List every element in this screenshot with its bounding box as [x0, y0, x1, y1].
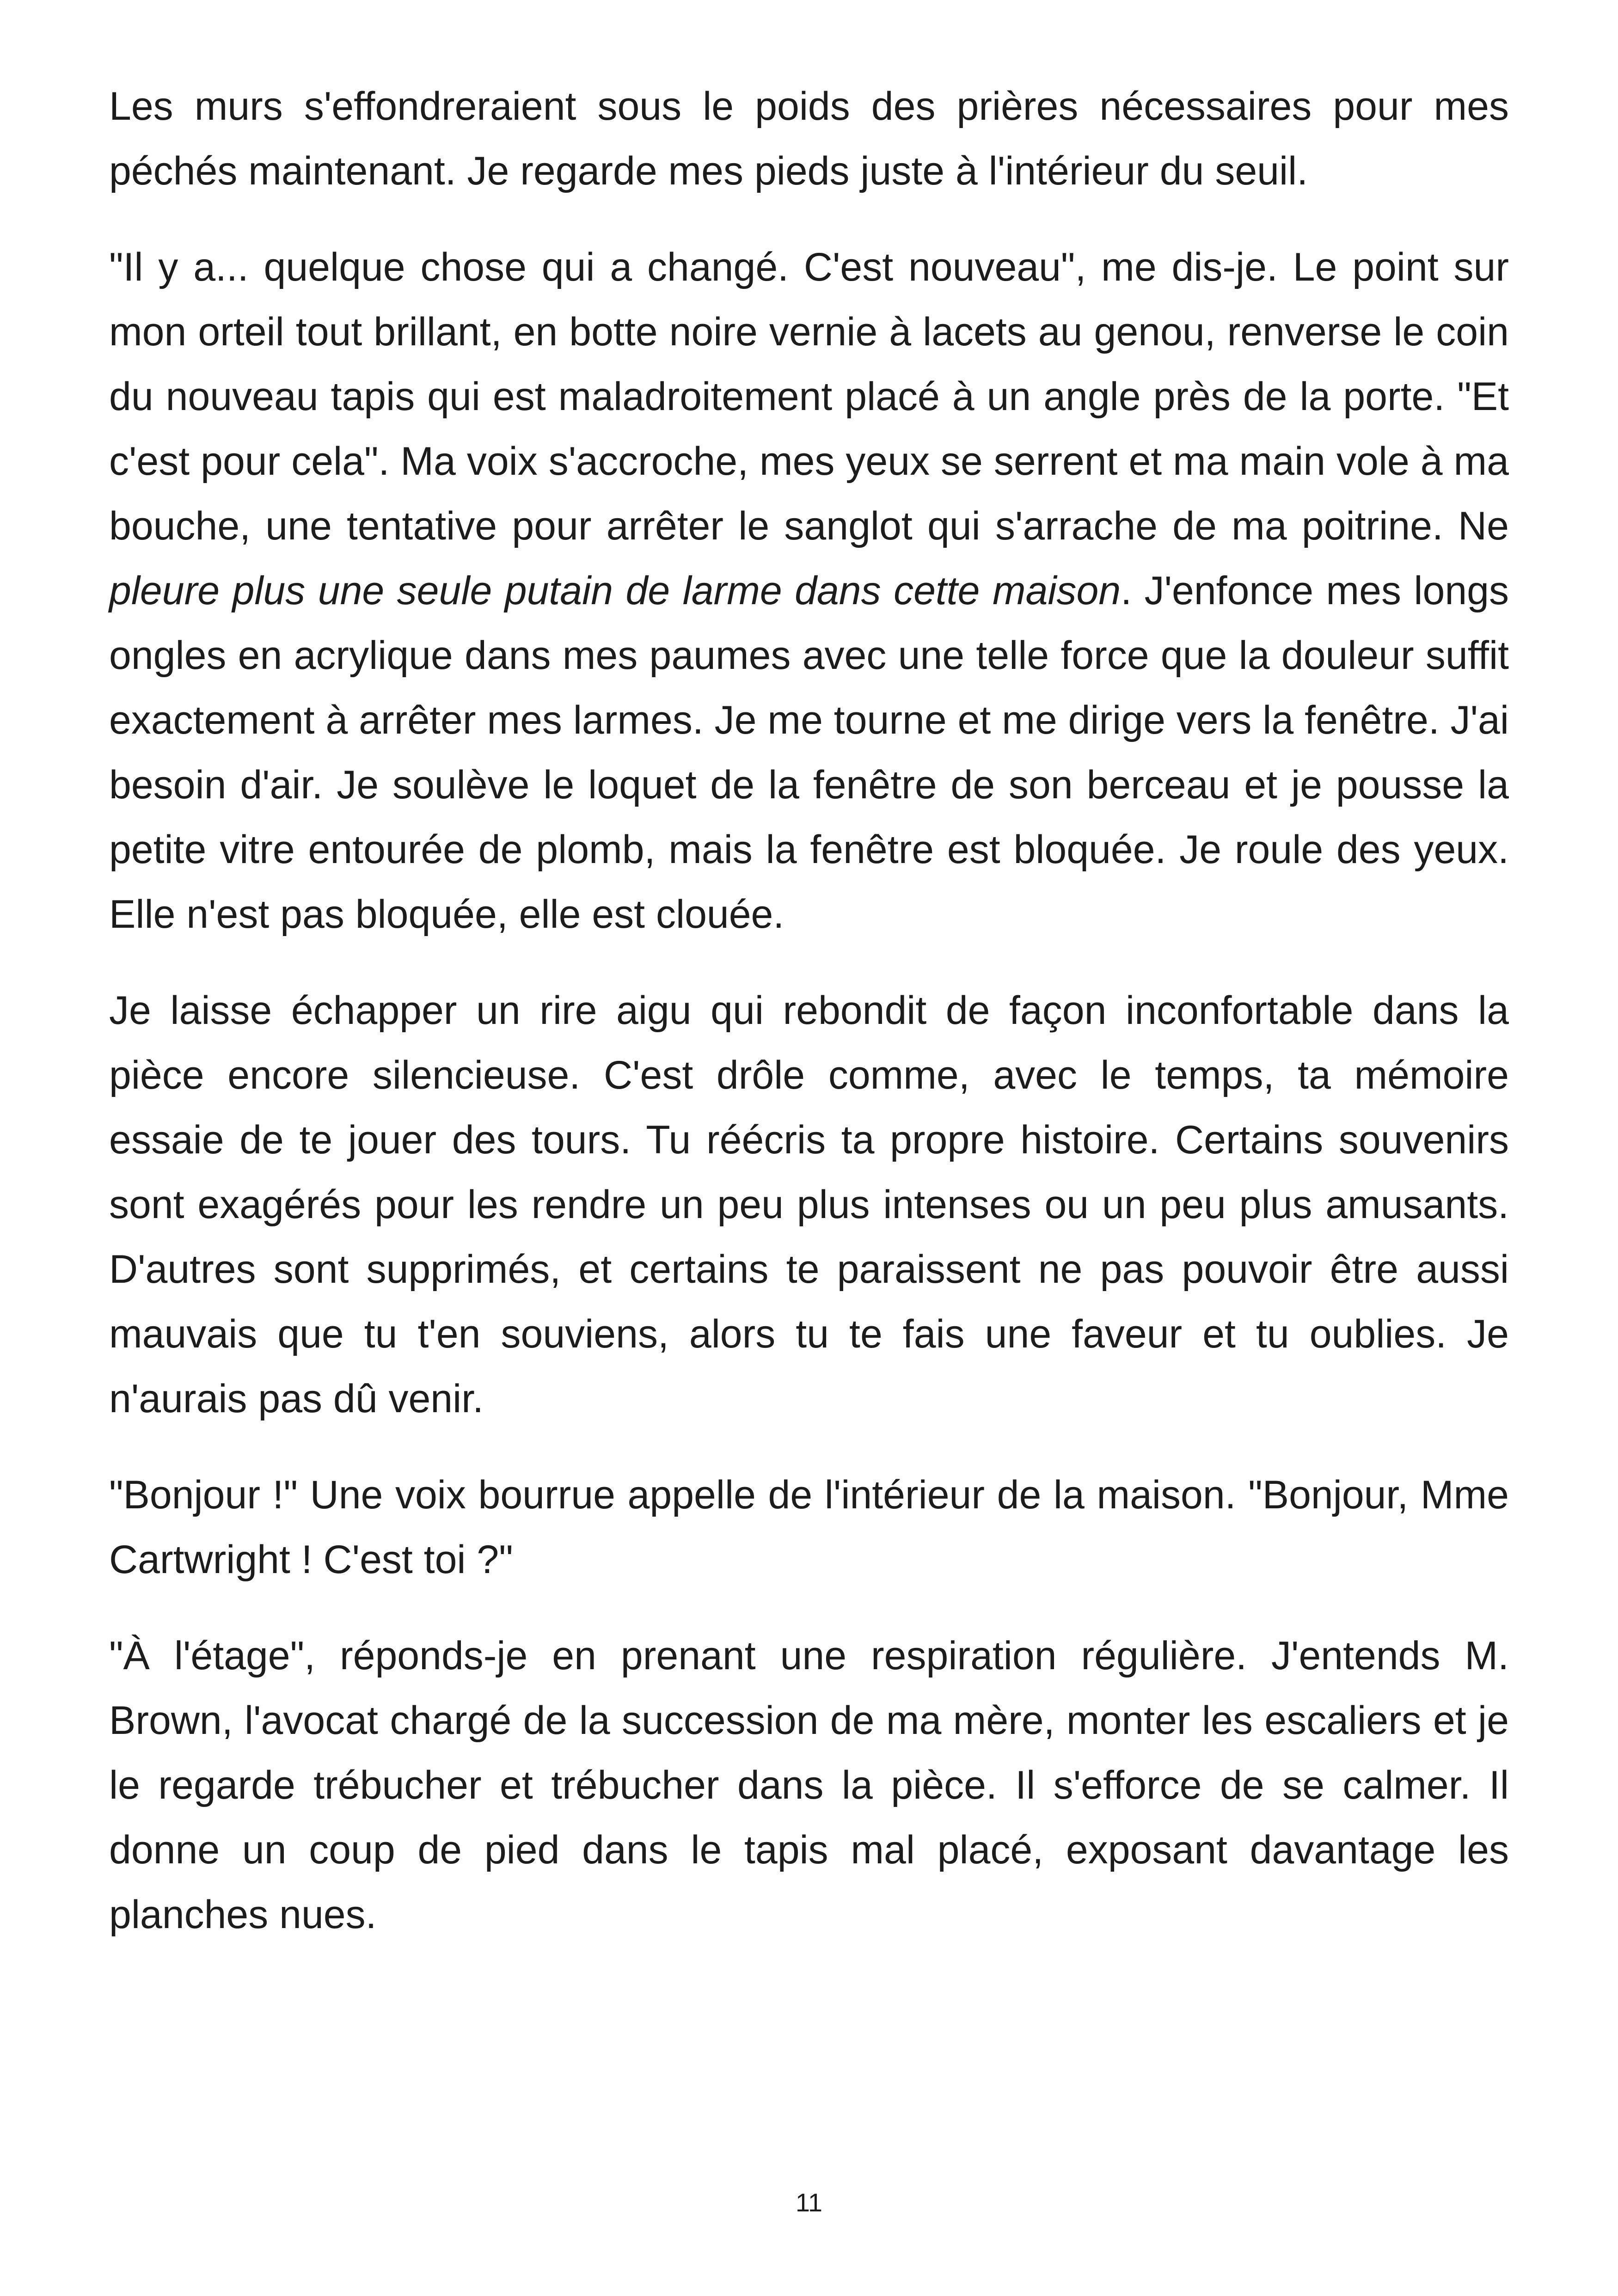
- paragraph-2-text-start: "Il y a... quelque chose qui a changé. C'est nouveau", me dis-je. Le point sur mon orteil tout brillant, en botte noire vernie à lacets au genou, renverse le coin du nouveau tapis qui est maladroitement placé à un angle près de la porte. "Et c'est pour cela". Ma voix s'accroche, mes yeux se serrent et ma main vole à ma bouche, une tentative pour arrêter le sanglot qui s'arrache de ma poitrine. Ne: [109, 245, 1509, 548]
- paragraph-3: Je laisse échapper un rire aigu qui rebondit de façon inconfortable dans la pièce encore silencieuse. C'est drôle comme, avec le temps, ta mémoire essaie de te jouer des tours. Tu réécris ta propre histoire. Certains souvenirs sont exagérés pour les rendre un peu plus intenses ou un peu plus amusants. D'autres sont supprimés, et certains te paraissent ne pas pouvoir être aussi mauvais que tu t'en souviens, alors tu te fais une faveur et tu oublies. Je n'aurais pas dû venir.: [109, 988, 1509, 1421]
- paragraph-2: [109, 235, 1509, 947]
- paragraph-5: "À l'étage", réponds-je en prenant une respiration régulière. J'entends M. Brown, l'avocat chargé de la succession de ma mère, monter les escaliers et je le regarde trébucher et trébucher dans la pièce. Il s'efforce de se calmer. Il donne un coup de pied dans le tapis mal placé, exposant davantage les planches nues.: [109, 1634, 1509, 1937]
- page-number: 11: [795, 2188, 823, 2217]
- paragraph-1: Les murs s'effondreraient sous le poids des prières nécessaires pour mes péchés maintenant. Je regarde mes pieds juste à l'intérieur du seuil.: [109, 84, 1509, 193]
- paragraph-4: "Bonjour !" Une voix bourrue appelle de l'intérieur de la maison. "Bonjour, Mme Cartwright ! C'est toi ?": [109, 1473, 1509, 1582]
- paragraph-2-italic-text: pleure plus une seule putain de larme dans cette maison: [109, 569, 1121, 613]
- paragraph-2-text-end: . J'enfonce mes longs ongles en acrylique dans mes paumes avec une telle force que la douleur suffit exactement à arrêter mes larmes. Je me tourne et me dirige vers la fenêtre. J'ai besoin d'air. Je soulève le loquet de la fenêtre de son berceau et je pousse la petite vitre entourée de plomb, mais la fenêtre est bloquée. Je roule des yeux. Elle n'est pas bloquée, elle est clouée.: [109, 569, 1509, 937]
- page-body: [109, 74, 1509, 1947]
